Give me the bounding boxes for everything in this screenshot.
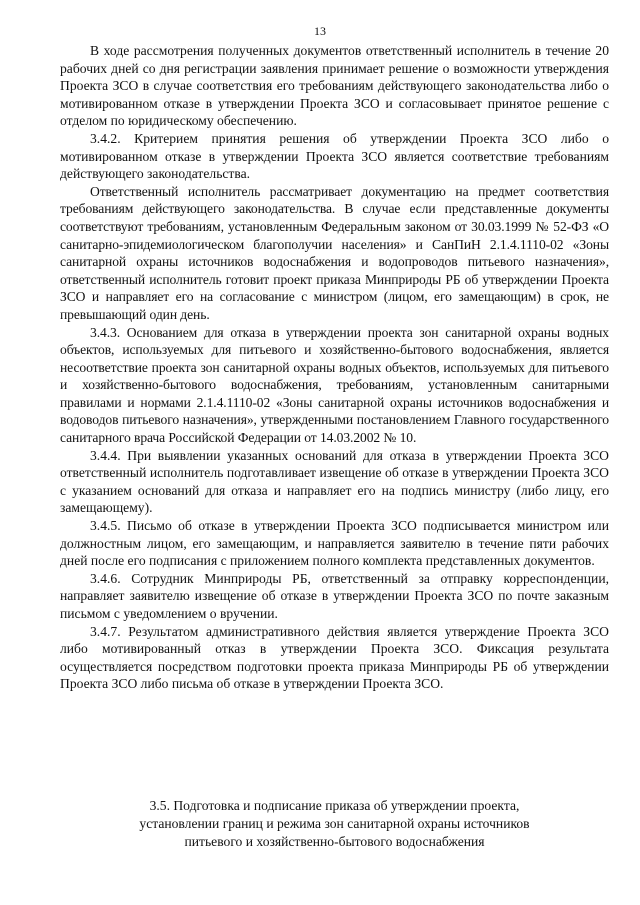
paragraph-review-decision: В ходе рассмотрения полученных документов ответственный исполнитель в течение 20 рабочих дней со дня регистрации заявления принимает решение о возможности утверждения Проекта ЗСО в случае соответствия его требованиям действующего законодательства либо о мотивированном отказе в утверждении Проекта ЗСО и согласовывает принятое решение с отделом по юридическому обеспечению. <box>60 43 609 129</box>
paragraph-3-4-4: 3.4.4. При выявлении указанных оснований для отказа в утверждении Проекта ЗСО ответственный исполнитель подготавливает извещение об отказе в утверждении Проекта ЗСО с указанием оснований для отказа и направляет его на подпись министру (либо лицу, его замещающему). <box>60 447 609 516</box>
section-heading-line: 3.5. Подготовка и подписание приказа об утверждении проекта, <box>149 798 520 813</box>
section-heading-line: установлении границ и режима зон санитарной охраны источников <box>139 816 530 831</box>
paragraph-3-4-3: 3.4.3. Основанием для отказа в утверждении проекта зон санитарной охраны водных объектов, используемых для питьевого и хозяйственно-бытового водоснабжения, является несоответствие проекта зон санитарной охраны водных объектов, используемых для питьевого и хозяйственно-бытового водоснабжения, требованиям, установленным санитарными правилами и нормами 2.1.4.1110-02 «Зоны санитарной охраны источников водоснабжения и водоводов питьевого назначения», утвержденными постановлением Главного государственного санитарного врача Российской Федерации от 14.03.2002 № 10. <box>60 324 609 446</box>
section-heading-3-5 <box>60 797 609 851</box>
paragraph-3-4-6: 3.4.6. Сотрудник Минприроды РБ, ответственный за отправку корреспонденции, направляет заявителю извещение об отказе в утверждении Проекта ЗСО по почте заказным письмом с уведомлением о вручении. <box>60 570 609 621</box>
page-number: 13 <box>314 24 326 38</box>
paragraph-3-4-7: 3.4.7. Результатом административного действия является утверждение Проекта ЗСО либо мотивированный отказ в утверждении Проекта ЗСО. Фиксация результата осуществляется посредством подготовки проекта приказа Минприроды РБ об утверждении Проекта ЗСО либо письма об отказе в утверждении Проекта ЗСО. <box>60 623 609 692</box>
paragraph-3-4-2: 3.4.2. Критерием принятия решения об утверждении Проекта ЗСО либо о мотивированном отказе в утверждении Проекта ЗСО является соответствие требованиям действующего законодательства. <box>60 130 609 182</box>
document-body <box>60 42 609 693</box>
section-heading-line: питьевого и хозяйственно-бытового водоснабжения <box>184 834 485 849</box>
paragraph-responsible-executor: Ответственный исполнитель рассматривает документацию на предмет соответствия требованиям действующего законодательства. В случае если представленные документы соответствуют требованиям, установленным Федеральным законом от 30.03.1999 № 52-ФЗ «О санитарно-эпидемиологическом благополучии населения» и СанПиН 2.1.4.1110-02 «Зоны санитарной охраны источников водоснабжения и водопроводов питьевого назначения», ответственный исполнитель готовит проект приказа Минприроды РБ об утверждении Проекта ЗСО и направляет его на согласование с министром (лицом, его замещающим) в срок, не превышающий один день. <box>60 183 609 322</box>
paragraph-3-4-5: 3.4.5. Письмо об отказе в утверждении Проекта ЗСО подписывается министром или должностным лицом, его замещающим, и направляется заявителю в течение пяти рабочих дней после его подписания с приложением полного комплекта представленных документов. <box>60 518 609 569</box>
